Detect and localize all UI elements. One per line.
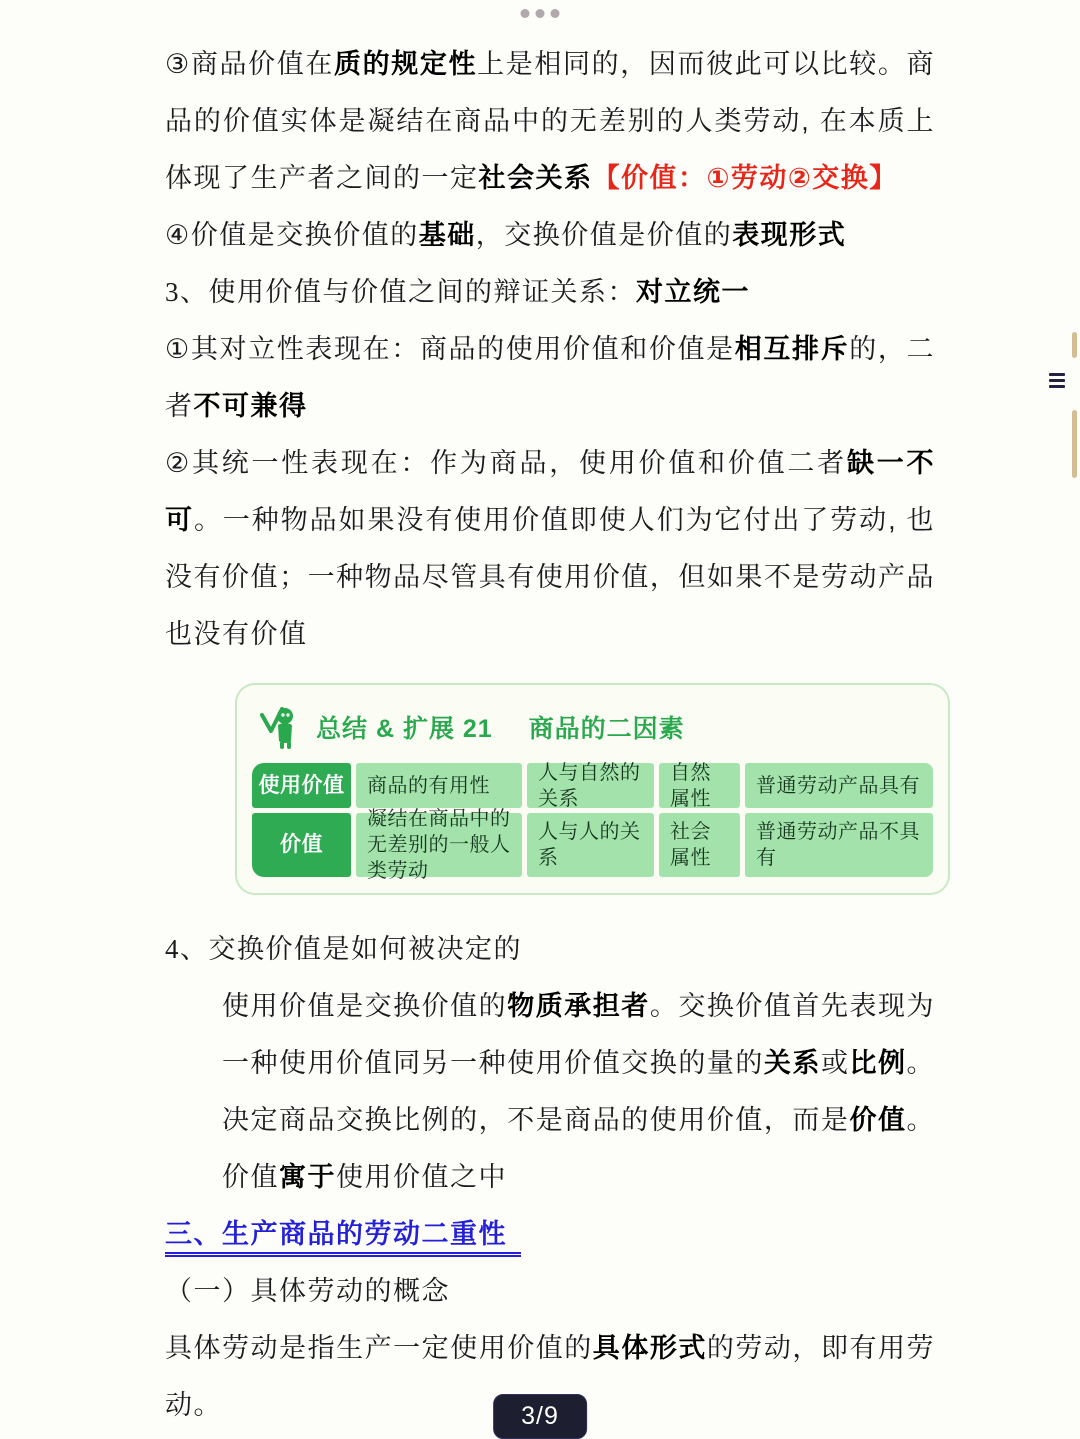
- text-segment: 三、生产商品的劳动二重性: [165, 1219, 521, 1257]
- text-segment: ，交换价值是价值的: [475, 220, 733, 250]
- text-section-bottom: [165, 921, 935, 1434]
- text-segment: 不可兼得: [193, 391, 308, 421]
- text-segment: 比例: [849, 1048, 907, 1078]
- text-segment: 。决定商品交换比例的，不是商品的使用价值，而是: [222, 1048, 936, 1135]
- scrollbar-segment-top[interactable]: [1072, 332, 1077, 358]
- paragraph: [165, 1263, 935, 1320]
- text-segment: 使用价值之中: [336, 1162, 507, 1192]
- table-cell: 普通劳动产品不具有: [745, 813, 933, 877]
- text-segment: 3: [165, 277, 180, 307]
- spacer: [165, 895, 935, 921]
- summary-header: [252, 699, 933, 763]
- text-segment: 寓于: [279, 1162, 336, 1192]
- text-segment: 社会关系: [478, 163, 593, 193]
- table-label-cell: 使用价值: [252, 763, 351, 808]
- text-segment: 对立统一: [636, 277, 750, 307]
- text-segment: 质的规定性: [333, 49, 478, 79]
- text-segment: 相互排斥: [734, 334, 850, 364]
- table-cell: 人与自然的关系: [527, 763, 654, 808]
- document-body: [165, 36, 935, 1434]
- table-label-cell: 价值: [252, 813, 351, 877]
- text-segment: 的，二者: [165, 334, 936, 421]
- paragraph: [165, 321, 935, 435]
- text-segment: 、使用价值与价值之间的辩证关系：: [180, 277, 636, 307]
- table-cell: 社会属性: [659, 813, 740, 877]
- text-segment: 上是相同的，因而彼此可以比较。商品的价值实体是凝结在商品中的无差别的人类劳动, 在本质上体现了生产者之间的一定: [165, 49, 936, 193]
- text-segment: 。交换价值首先表现为一种使用价值同另一种使用价值交换的量的: [222, 991, 936, 1078]
- text-segment: 具体劳动是指生产一定使用价值的: [165, 1333, 593, 1363]
- table-cell: 自然属性: [659, 763, 740, 808]
- text-segment: 使用价值是交换价值的: [222, 991, 508, 1021]
- table-cell: 普通劳动产品具有: [745, 763, 933, 808]
- table-cell: 人与人的关系: [527, 813, 654, 877]
- summary-topic: 商品的二因素: [528, 715, 685, 743]
- text-segment: 基础: [418, 220, 476, 250]
- text-segment: ②其统一性表现在：作为商品，使用价值和价值二者: [165, 448, 847, 478]
- paragraph: [165, 921, 935, 978]
- page-indicator: 3/9: [493, 1394, 587, 1439]
- text-segment: ④价值是交换价值的: [165, 220, 419, 250]
- text-segment: 4: [165, 934, 180, 964]
- paragraph: [165, 207, 935, 264]
- summary-title: [316, 709, 685, 745]
- scrollbar-segment-bottom[interactable]: [1072, 410, 1077, 478]
- sidebar-handle-icon[interactable]: [1049, 373, 1065, 391]
- mascot-icon: [258, 703, 302, 751]
- dot-icon: [536, 9, 545, 18]
- text-segment: ①其对立性表现在：商品的使用价值和价值是: [165, 334, 735, 364]
- hamburger-bar: [1049, 385, 1065, 388]
- text-segment: 。一种物品如果没有使用价值即使人们为它付出了劳动, 也没有价值；一种物品尽管具有使用价值，但如果不是劳动产品也没有价值: [165, 505, 936, 649]
- paragraph: [165, 36, 935, 207]
- table-cell: 商品的有用性: [356, 763, 522, 808]
- text-segment: ③商品价值在: [165, 49, 334, 79]
- text-segment: 。价值: [222, 1105, 936, 1192]
- hamburger-bar: [1049, 373, 1065, 376]
- text-section-top: [165, 36, 935, 663]
- text-segment: 或: [820, 1048, 850, 1078]
- text-segment: 关系: [763, 1048, 821, 1078]
- text-segment: 【价值：①劳动②交换】: [592, 163, 898, 193]
- paragraph: [165, 435, 935, 663]
- dots-menu[interactable]: [521, 9, 560, 18]
- hamburger-bar: [1049, 379, 1065, 382]
- text-segment: 具体形式: [592, 1333, 707, 1363]
- text-segment: 表现形式: [732, 220, 847, 250]
- table-cell: 凝结在商品中的无差别的一般人类劳动: [356, 813, 522, 877]
- text-segment: 的劳动，即有用劳动。: [165, 1333, 936, 1420]
- paragraph: [165, 264, 935, 321]
- summary-label: 总结 & 扩展 21: [316, 715, 493, 743]
- text-segment: 、交换价值是如何被决定的: [180, 934, 522, 964]
- text-segment: 价值: [849, 1105, 907, 1135]
- text-segment: （一）具体劳动的概念: [165, 1276, 450, 1306]
- text-segment: 物质承担者: [507, 991, 650, 1021]
- text-segment: 缺一不可: [165, 448, 935, 535]
- section-heading: [165, 1206, 935, 1263]
- dot-icon: [521, 9, 530, 18]
- dot-icon: [551, 9, 560, 18]
- paragraph: [165, 978, 935, 1206]
- summary-card: [235, 683, 950, 895]
- summary-table: [252, 761, 933, 882]
